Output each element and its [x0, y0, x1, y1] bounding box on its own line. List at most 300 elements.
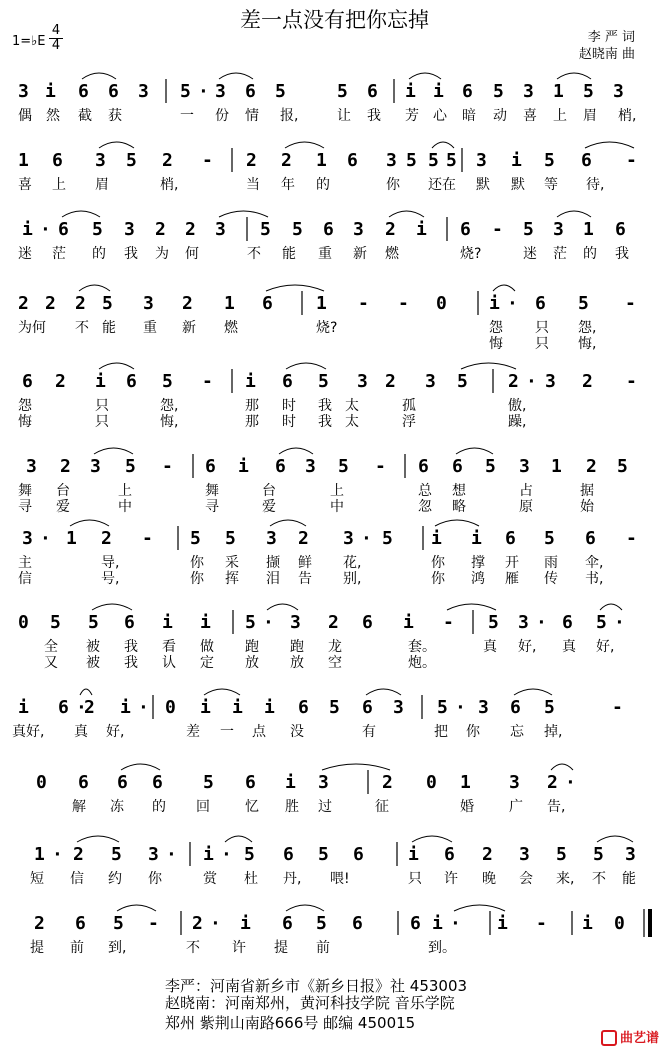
lyric-syllable: 雨 — [544, 555, 558, 571]
note: 5 — [406, 150, 417, 171]
note: i — [22, 219, 33, 240]
slur — [557, 73, 591, 79]
lyric-syllable: 撷 — [266, 555, 280, 571]
note: 2 — [586, 456, 597, 477]
lyric-syllable: 让 — [337, 108, 351, 124]
lyric-syllable: 能 — [622, 871, 636, 887]
lyric-syllable: 杜 — [244, 871, 258, 887]
lyric-syllable: 提 — [30, 940, 44, 956]
note: 1 — [224, 293, 235, 314]
note: 5 — [292, 219, 303, 240]
lyric-syllable: 你 — [431, 571, 445, 587]
logo-text: 曲艺谱 — [619, 1031, 659, 1046]
note: 5 — [318, 844, 329, 865]
note: 2 — [60, 456, 71, 477]
lyric-syllable: 泪 — [266, 571, 280, 587]
lyric-syllable: 梢, — [160, 177, 179, 193]
note: 6 — [78, 772, 89, 793]
lyric-syllable: 略 — [452, 499, 466, 515]
note: i — [403, 612, 414, 633]
note: · — [210, 913, 221, 934]
note: 2 — [508, 371, 519, 392]
note: i — [433, 81, 444, 102]
lyric-syllable: 那 — [245, 414, 259, 430]
note: 5 — [457, 371, 468, 392]
note: - — [626, 371, 637, 392]
lyric-syllable: 不 — [247, 246, 261, 262]
note: 6 — [58, 219, 69, 240]
lyric-syllable: 上 — [330, 483, 344, 499]
note: - — [358, 293, 369, 314]
lyric-syllable: 还在 — [428, 177, 456, 193]
lyric-syllable: 怨, — [578, 320, 597, 336]
note: 6 — [52, 150, 63, 171]
note: 6 — [585, 528, 596, 549]
lyric-syllable: 上 — [52, 177, 66, 193]
lyric-syllable: 不 — [592, 871, 606, 887]
footer-line-1: 李严：河南省新乡市《新乡日报》社 453003 — [165, 977, 468, 995]
lyric-syllable: 赏 — [203, 871, 217, 887]
note: 3 — [478, 697, 489, 718]
lyric-syllable: 原 — [519, 499, 533, 515]
logo-icon — [601, 1030, 617, 1046]
lyric-syllable: 重 — [318, 246, 332, 262]
note: · — [536, 612, 547, 633]
lyric-syllable: 约 — [108, 871, 122, 887]
slur — [219, 211, 268, 217]
note: 2 — [101, 528, 112, 549]
slur — [219, 73, 253, 79]
note: - — [398, 293, 409, 314]
lyric-syllable: 前 — [316, 940, 330, 956]
lyric-syllable: 我 — [367, 108, 381, 124]
note: 5 — [113, 913, 124, 934]
slur — [493, 285, 515, 291]
lyric-syllable: 偶 — [18, 108, 32, 124]
note: 5 — [203, 772, 214, 793]
note: i — [18, 697, 29, 718]
slur — [121, 764, 160, 770]
note: - — [492, 219, 503, 240]
note: - — [202, 371, 213, 392]
slur — [461, 363, 516, 369]
lyric-syllable: 许 — [232, 940, 246, 956]
lyric-syllable: 你 — [190, 555, 204, 571]
slur — [80, 689, 92, 695]
note: · — [138, 697, 149, 718]
note: 5 — [382, 528, 393, 549]
lyric-syllable: 的 — [92, 246, 106, 262]
note: 3 — [519, 456, 530, 477]
lyric-syllable: 烧? — [460, 246, 482, 262]
note: 6 — [282, 371, 293, 392]
note: 5 — [488, 612, 499, 633]
lyric-syllable: 孤 — [402, 398, 416, 414]
note: 6 — [323, 219, 334, 240]
note: 1 — [551, 456, 562, 477]
note: 6 — [535, 293, 546, 314]
note: 5 — [111, 844, 122, 865]
note: - — [626, 150, 637, 171]
slur — [279, 448, 313, 454]
note: 6 — [444, 844, 455, 865]
note: 3 — [215, 219, 226, 240]
note: 3 — [215, 81, 226, 102]
lyric-syllable: 我 — [318, 414, 332, 430]
lyric-syllable: 真 — [74, 724, 88, 740]
note: 5 — [125, 456, 136, 477]
key-signature: 1=♭E — [12, 34, 46, 49]
lyric-syllable: 茫 — [52, 246, 66, 262]
note: i — [489, 293, 500, 314]
lyric-syllable: 广 — [509, 799, 523, 815]
note: 3 — [518, 612, 529, 633]
lyric-syllable: 做 — [200, 639, 214, 655]
note: 3 — [148, 844, 159, 865]
note: 6 — [510, 697, 521, 718]
note: - — [626, 528, 637, 549]
note: 5 — [316, 913, 327, 934]
note: 5 — [126, 150, 137, 171]
lyric-syllable: 份 — [215, 108, 229, 124]
lyric-syllable: 太 — [345, 398, 359, 414]
note: i — [240, 913, 251, 934]
note: 5 — [337, 81, 348, 102]
note: 6 — [352, 913, 363, 934]
note: i — [200, 697, 211, 718]
lyric-syllable: 始 — [580, 499, 594, 515]
lyric-syllable: 中 — [118, 499, 132, 515]
lyric-syllable: 回 — [196, 799, 210, 815]
lyric-syllable: 花, — [343, 555, 362, 571]
slur — [79, 285, 110, 291]
note: 3 — [266, 528, 277, 549]
note: i — [120, 697, 131, 718]
note: 6 — [108, 81, 119, 102]
lyric-syllable: 时 — [282, 398, 296, 414]
slur — [447, 604, 496, 610]
lyric-syllable: 来, — [556, 871, 575, 887]
lyric-syllable: 为何 — [18, 320, 46, 336]
lyric-syllable: 雁 — [505, 571, 519, 587]
note: 5 — [338, 456, 349, 477]
lyric-syllable: 的 — [316, 177, 330, 193]
note: 2 — [73, 844, 84, 865]
lyric-syllable: 胜 — [285, 799, 299, 815]
note: 5 — [437, 697, 448, 718]
lyric-syllable: 把 — [434, 724, 448, 740]
note: 6 — [418, 456, 429, 477]
note: 5 — [225, 528, 236, 549]
lyric-syllable: 到, — [108, 940, 127, 956]
note: · — [263, 612, 274, 633]
note: 1 — [34, 844, 45, 865]
lyric-syllable: 差 — [186, 724, 200, 740]
note: 6 — [362, 697, 373, 718]
note: i — [232, 697, 243, 718]
note: 2 — [385, 371, 396, 392]
lyric-syllable: 婚 — [460, 799, 474, 815]
note: 6 — [262, 293, 273, 314]
note: 6 — [452, 456, 463, 477]
slur — [454, 905, 505, 911]
note: i — [431, 528, 442, 549]
note: 3 — [290, 612, 301, 633]
note: 3 — [553, 219, 564, 240]
lyric-syllable: 喂! — [330, 871, 350, 887]
note: 2 — [482, 844, 493, 865]
lyric-syllable: 会 — [519, 871, 533, 887]
lyric-syllable: 悔, — [578, 336, 597, 352]
lyric-syllable: 截 — [78, 108, 92, 124]
lyric-syllable: 你 — [466, 724, 480, 740]
note: - — [142, 528, 153, 549]
slur — [286, 363, 326, 369]
lyric-syllable: 悔 — [18, 414, 32, 430]
lyric-syllable: 那 — [245, 398, 259, 414]
note: 6 — [347, 150, 358, 171]
note: 5 — [180, 81, 191, 102]
note: 5 — [593, 844, 604, 865]
lyric-syllable: 只 — [95, 414, 109, 430]
slur — [456, 448, 493, 454]
lyric-syllable: 新 — [182, 320, 196, 336]
note: 1 — [316, 293, 327, 314]
note: i — [285, 772, 296, 793]
note: 6 — [562, 612, 573, 633]
note: 6 — [282, 913, 293, 934]
note: 0 — [436, 293, 447, 314]
note: 6 — [205, 456, 216, 477]
note: 2 — [328, 612, 339, 633]
note: 6 — [78, 81, 89, 102]
lyric-syllable: 迷 — [523, 246, 537, 262]
note: 0 — [426, 772, 437, 793]
lyric-syllable: 信 — [18, 571, 32, 587]
lyric-syllable: 报, — [280, 108, 299, 124]
note: 5 — [578, 293, 589, 314]
note: 1 — [66, 528, 77, 549]
note: 0 — [614, 913, 625, 934]
note: 6 — [245, 772, 256, 793]
lyric-syllable: 傲, — [508, 398, 527, 414]
lyric-syllable: 信 — [70, 871, 84, 887]
note: i — [245, 371, 256, 392]
note: 6 — [505, 528, 516, 549]
note: 3 — [138, 81, 149, 102]
note: 5 — [275, 81, 286, 102]
note: · — [198, 81, 209, 102]
lyric-syllable: 太 — [345, 414, 359, 430]
lyric-syllable: 怨 — [489, 320, 503, 336]
note: - — [612, 697, 623, 718]
note: 3 — [90, 456, 101, 477]
lyric-syllable: 一 — [220, 724, 234, 740]
note: 1 — [316, 150, 327, 171]
note: 3 — [343, 528, 354, 549]
lyric-syllable: 爱 — [262, 499, 276, 515]
note: 6 — [460, 219, 471, 240]
lyric-syllable: 忆 — [245, 799, 259, 815]
note: 6 — [362, 612, 373, 633]
lyric-syllable: 我 — [124, 655, 138, 671]
lyric-syllable: 告 — [298, 571, 312, 587]
lyric-syllable: 默 — [511, 177, 525, 193]
slur — [267, 604, 298, 610]
lyric-syllable: 一 — [180, 108, 194, 124]
lyric-syllable: 好, — [518, 639, 537, 655]
note: 5 — [162, 371, 173, 392]
slur — [204, 689, 240, 695]
note: 6 — [462, 81, 473, 102]
lyric-syllable: 被 — [86, 639, 100, 655]
lyric-syllable: 真好, — [12, 724, 45, 740]
lyric-syllable: 你 — [431, 555, 445, 571]
lyric-syllable: 我 — [318, 398, 332, 414]
note: i — [471, 528, 482, 549]
note: - — [148, 913, 159, 934]
lyric-syllable: 短 — [30, 871, 44, 887]
note: - — [162, 456, 173, 477]
note: 5 — [88, 612, 99, 633]
slur — [551, 764, 573, 770]
lyric-syllable: 然 — [46, 108, 60, 124]
slur — [585, 142, 634, 148]
note: 3 — [318, 772, 329, 793]
note: 5 — [544, 150, 555, 171]
lyric-syllable: 跑 — [290, 639, 304, 655]
note: 3 — [386, 150, 397, 171]
lyric-syllable: 不 — [75, 320, 89, 336]
note: 2 — [192, 913, 203, 934]
lyric-syllable: 何 — [185, 246, 199, 262]
note: 3 — [305, 456, 316, 477]
note: 6 — [58, 697, 69, 718]
slur — [92, 604, 132, 610]
slur — [366, 689, 401, 695]
lyric-syllable: 书, — [585, 571, 604, 587]
lyric-syllable: 据 — [580, 483, 594, 499]
lyric-syllable: 导, — [101, 555, 120, 571]
lyric-syllable: 上 — [553, 108, 567, 124]
note: i — [497, 913, 508, 934]
slur — [432, 142, 454, 148]
lyric-syllable: 燃 — [385, 246, 399, 262]
slur — [77, 836, 119, 842]
composer-credit: 赵晓南 曲 — [578, 47, 635, 62]
slur — [600, 604, 622, 610]
note: 5 — [190, 528, 201, 549]
lyric-syllable: 中 — [330, 499, 344, 515]
slur — [389, 211, 424, 217]
lyric-syllable: 迷 — [18, 246, 32, 262]
note: 3 — [613, 81, 624, 102]
lyric-syllable: 号, — [101, 571, 120, 587]
note: 3 — [476, 150, 487, 171]
note: · — [526, 371, 537, 392]
note: 5 — [493, 81, 504, 102]
note: 5 — [428, 150, 439, 171]
note: i — [582, 913, 593, 934]
lyric-syllable: 获 — [108, 108, 122, 124]
note: 1 — [553, 81, 564, 102]
lyric-syllable: 喜 — [523, 108, 537, 124]
lyric-syllable: 掉, — [544, 724, 563, 740]
note: · — [614, 612, 625, 633]
note: · — [507, 293, 518, 314]
slur — [82, 73, 116, 79]
lyric-syllable: 挥 — [225, 571, 239, 587]
slur — [409, 73, 441, 79]
lyric-syllable: 喜 — [18, 177, 32, 193]
lyric-syllable: 烧? — [316, 320, 338, 336]
lyric-syllable: 定 — [200, 655, 214, 671]
lyric-syllable: 心 — [433, 108, 447, 124]
meter-bottom: 4 — [49, 38, 63, 53]
note: 6 — [245, 81, 256, 102]
note: 0 — [36, 772, 47, 793]
lyric-syllable: 看 — [162, 639, 176, 655]
lyric-syllable: 为 — [155, 246, 169, 262]
slur — [266, 285, 324, 291]
lyric-syllable: 时 — [282, 414, 296, 430]
note: · — [565, 772, 576, 793]
slur — [285, 142, 324, 148]
note: 6 — [152, 772, 163, 793]
site-logo[interactable] — [601, 1027, 659, 1046]
lyric-syllable: 梢, — [618, 108, 637, 124]
lyric-syllable: 点 — [252, 724, 266, 740]
note: 6 — [75, 913, 86, 934]
note: 3 — [353, 219, 364, 240]
lyric-syllable: 炮。 — [408, 655, 436, 671]
note: 3 — [357, 371, 368, 392]
lyric-syllable: 寻 — [18, 499, 32, 515]
lyric-syllable: 待, — [586, 177, 605, 193]
lyric-syllable: 许 — [444, 871, 458, 887]
note: 5 — [485, 456, 496, 477]
note: 2 — [185, 219, 196, 240]
note: - — [202, 150, 213, 171]
lyric-syllable: 寻 — [205, 499, 219, 515]
note: 2 — [582, 371, 593, 392]
lyric-syllable: 你 — [386, 177, 400, 193]
lyric-syllable: 芳 — [405, 108, 419, 124]
lyric-syllable: 怨 — [18, 398, 32, 414]
lyric-syllable: 躁, — [508, 414, 527, 430]
note: 5 — [92, 219, 103, 240]
note: 5 — [446, 150, 457, 171]
note: 2 — [34, 913, 45, 934]
lyric-syllable: 又 — [44, 655, 58, 671]
lyric-syllable: 忽 — [418, 499, 432, 515]
note: 5 — [556, 844, 567, 865]
slur — [557, 211, 591, 217]
note: 3 — [509, 772, 520, 793]
note: 2 — [75, 293, 86, 314]
note: 3 — [425, 371, 436, 392]
note: 3 — [22, 528, 33, 549]
lyric-syllable: 放 — [290, 655, 304, 671]
lyric-syllable: 有 — [362, 724, 376, 740]
lyric-syllable: 真 — [562, 639, 576, 655]
note: 6 — [367, 81, 378, 102]
lyric-syllable: 告, — [547, 799, 566, 815]
note: i — [416, 219, 427, 240]
lyric-syllable: 不 — [186, 940, 200, 956]
slur — [322, 764, 390, 770]
lyric-syllable: 你 — [190, 571, 204, 587]
